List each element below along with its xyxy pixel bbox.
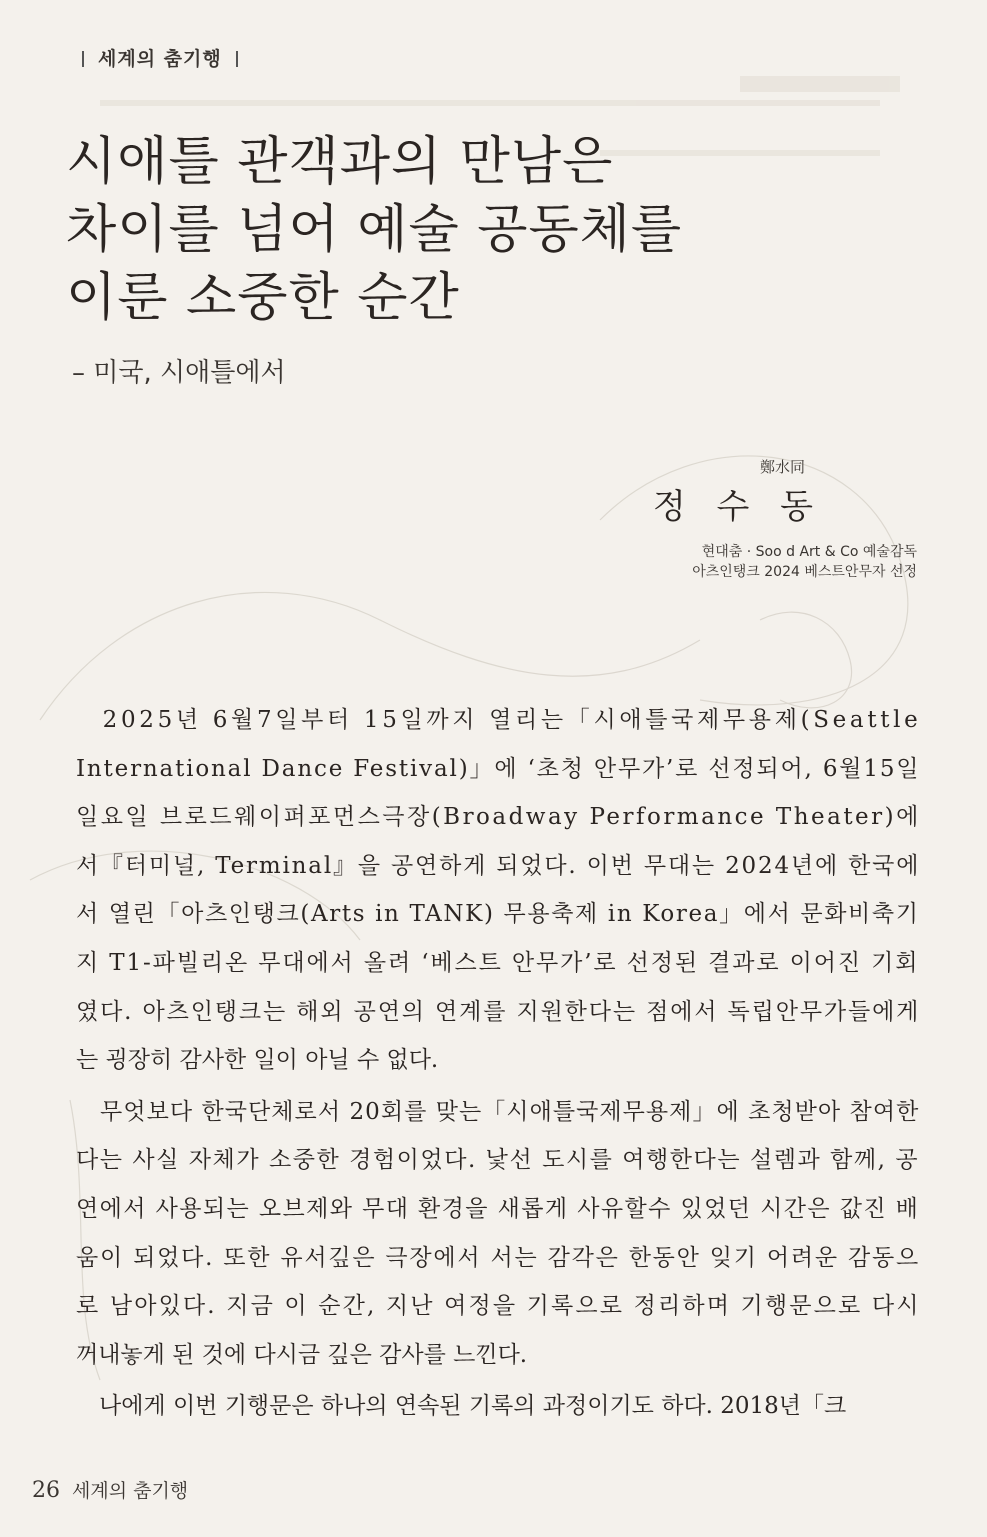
header-divider-left [82,51,84,67]
section-header [68,44,252,71]
body-line: 움이 되었다. 또한 유서깊은 극장에서 서는 감각은 한동안 잊기 어려운 감동으 [76,1244,920,1271]
author-name: 정 수 동 [652,487,823,527]
article-body [76,696,922,1431]
body-line: 였다. 아츠인탱크는 해외 공연의 연계를 지원한다는 점에서 독립안무가들에게 [76,998,921,1025]
body-line: 는 굉장히 감사한 일이 아닐 수 없다. [76,1047,439,1074]
body-line: 2025년 6월7일부터 15일까지 열리는「시애틀국제무용제(Seattle [76,707,922,733]
page-footer [32,1476,188,1503]
article-title-line: 시애틀 관객과의 만남은 [66,132,614,192]
author-role-line: 아츠인탱크 2024 베스트안무자 선정 [692,564,917,580]
body-line: 나에게 이번 기행문은 하나의 연속된 기록의 과정이기도 하다. 2018년「크 [76,1393,847,1420]
article-title [66,128,826,332]
body-line: 일요일 브로드웨이퍼포먼스극장(Broadway Performance Theater)에 [76,804,921,831]
body-line: International Dance Festival)」에 ‘초청 안무가’로 선정되어, 6월15일 [76,755,921,782]
author-role-line: 현대춤 · Soo d Art & Co 예술감독 [701,544,917,560]
body-line: 연에서 사용되는 오브제와 무대 환경을 새롭게 사유할수 있었던 시간은 값진 배 [76,1195,920,1222]
body-line: 서 열린「아츠인탱크(Arts in TANK) 무용축제 in Korea」에서 문화비축기 [76,901,920,928]
body-line: 다는 사실 자체가 소중한 경험이었다. 낯선 도시를 여행한다는 설렘과 함께, 공 [76,1147,920,1174]
article-title-line: 이룬 소중한 순간 [66,268,460,328]
page-number: 26 [32,1478,60,1503]
article-subtitle: – 미국, 시애틀에서 [72,358,286,388]
body-line: 지 T1-파빌리온 무대에서 올려 ‘베스트 안무가’로 선정된 결과로 이어진 기회 [76,949,920,976]
author-hanja-name: 鄭水同 [759,458,805,476]
header-divider-right [236,51,238,67]
section-header-label: 세계의 춤기행 [98,48,222,70]
author-byline [653,456,917,582]
author-role [653,542,917,582]
body-line: 무엇보다 한국단체로서 20회를 맞는「시애틀국제무용제」에 초청받아 참여한 [76,1098,920,1125]
footer-section-label: 세계의 춤기행 [72,1480,189,1502]
article-title-line: 차이를 넘어 예술 공동체를 [66,200,683,260]
body-line: 로 남아있다. 지금 이 순간, 지난 여정을 기록으로 정리하며 기행문으로 다시 [76,1293,921,1320]
body-line: 서『터미널, Terminal』을 공연하게 되었다. 이번 무대는 2024년에 한국에 [76,852,921,879]
body-line: 꺼내놓게 된 것에 다시금 깊은 감사를 느낀다. [76,1341,528,1368]
